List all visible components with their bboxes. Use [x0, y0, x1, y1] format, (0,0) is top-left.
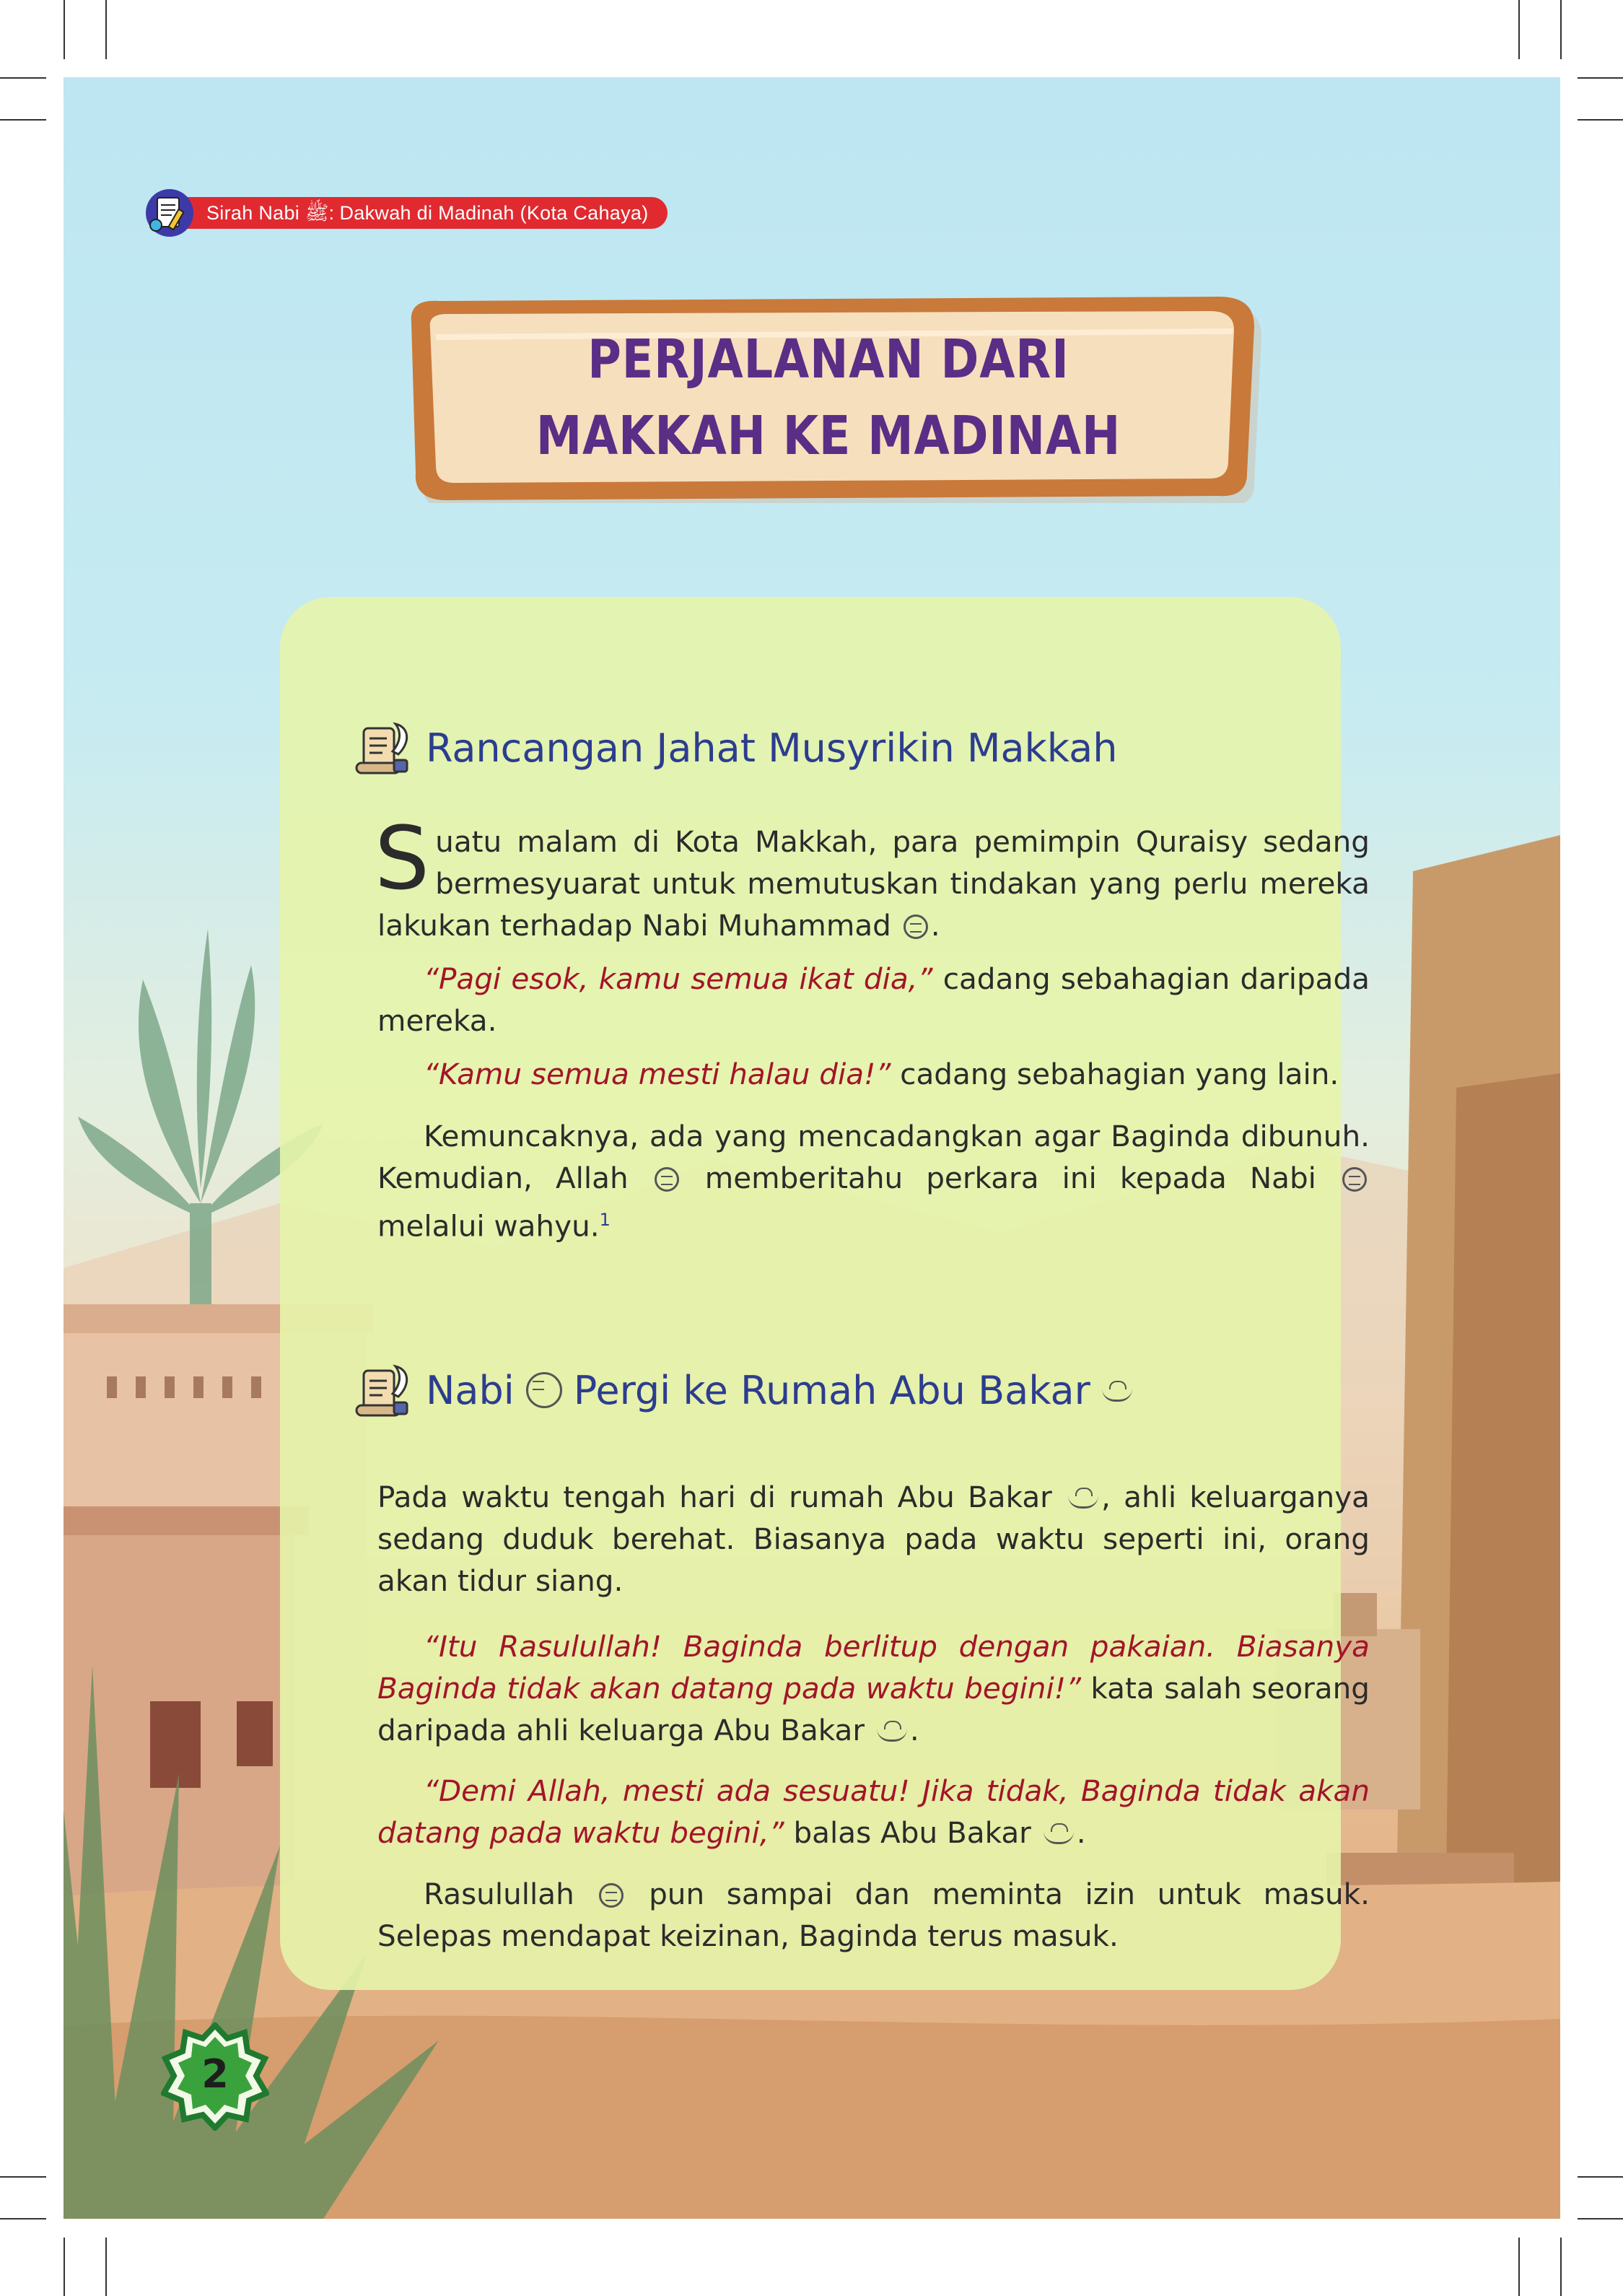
drop-cap: S — [375, 809, 430, 909]
quote-text: “Demi Allah, mesti ada sesuatu! Jika tidak, Baginda tidak akan datang pada waktu begini,” — [377, 1773, 1370, 1850]
title-board — [395, 294, 1261, 503]
page-title — [456, 321, 1201, 474]
paragraph-text: balas Abu Bakar — [784, 1815, 1031, 1850]
paragraph-text: pun sampai dan meminta izin untuk masuk. Selepas mendapat keizinan, Baginda terus masuk. — [377, 1877, 1370, 1953]
crop-mark — [1578, 77, 1623, 79]
paragraph-text: uatu malam di Kota Makkah, para pemimpin Quraisy sedang bermesyuarat untuk memutuskan tindakan yang perlu mereka lakukan terhadap Nabi Muhammad — [377, 824, 1370, 943]
paragraph-text: melalui wahyu. — [377, 1208, 600, 1244]
footnote-marker: 1 — [599, 1210, 611, 1230]
section-title: Rancangan Jahat Musyrikin Makkah — [426, 725, 1118, 771]
swt-glyph-icon — [655, 1167, 679, 1192]
paragraph — [377, 1053, 1370, 1095]
section-title: Pergi ke Rumah Abu Bakar — [573, 1367, 1090, 1413]
crop-mark — [64, 2238, 65, 2296]
paragraph — [377, 958, 1370, 1042]
crop-mark — [64, 0, 65, 59]
quote-text: “Itu Rasulullah! Baginda berlitup dengan pakaian. Biasanya Baginda tidak akan datang pada waktu begini!” — [377, 1629, 1370, 1706]
crop-mark — [1578, 2176, 1623, 2178]
crop-mark — [105, 0, 107, 59]
section-heading — [351, 720, 1117, 776]
paragraph-text: cadang sebahagian daripada mereka. — [377, 961, 1370, 1038]
crop-mark — [0, 2218, 46, 2219]
page-number: 2 — [201, 2051, 229, 2097]
content-box — [280, 597, 1370, 1990]
paragraph-text: memberitahu perkara ini kepada Nabi — [704, 1161, 1316, 1195]
quote-text: “Pagi esok, kamu semua ikat dia,” — [424, 961, 933, 996]
ra-glyph-icon — [877, 1719, 907, 1742]
header-label: Sirah Nabi ﷺ: Dakwah di Madinah (Kota Cahaya) — [185, 197, 668, 229]
crop-mark — [0, 77, 46, 79]
paragraph-text: Pada waktu tengah hari di rumah Abu Bakar — [377, 1480, 1052, 1514]
ra-glyph-icon — [1068, 1486, 1098, 1509]
crop-mark — [0, 2176, 46, 2178]
scroll-quill-icon — [351, 720, 413, 776]
paragraph-text: . — [909, 1713, 919, 1747]
header-tag — [144, 197, 668, 229]
pbuh-glyph-icon — [1342, 1167, 1367, 1192]
title-line-2: MAKKAH KE MADINAH — [535, 405, 1121, 467]
paragraph-text: cadang sebahagian yang lain. — [891, 1057, 1339, 1091]
crop-mark — [1560, 2238, 1562, 2296]
book-page — [64, 77, 1560, 2219]
section-heading — [351, 1362, 1135, 1418]
scroll-quill-icon — [351, 1362, 413, 1418]
notebook-pen-icon — [144, 188, 195, 238]
paragraph-text: kata salah seorang daripada ahli keluarga Abu Bakar — [377, 1671, 1370, 1747]
page-number-badge — [161, 2022, 269, 2131]
paragraph-text: . — [930, 908, 940, 943]
quote-text: “Kamu semua mesti halau dia!” — [424, 1057, 891, 1091]
pbuh-glyph-icon — [526, 1372, 562, 1408]
paragraph — [377, 1625, 1370, 1751]
paragraph-text: , ahli keluarganya sedang duduk berehat. Biasanya pada waktu seperti ini, orang akan tidur siang. — [377, 1480, 1370, 1598]
crop-mark — [1518, 2238, 1520, 2296]
crop-mark — [1578, 119, 1623, 121]
paragraph-text: . — [1076, 1815, 1086, 1850]
paragraph — [377, 1476, 1370, 1602]
crop-mark — [1578, 2218, 1623, 2219]
paragraph-text: Rasulullah — [424, 1877, 574, 1911]
crop-mark — [1560, 0, 1562, 59]
paragraph — [377, 1115, 1370, 1247]
ra-glyph-icon — [1044, 1822, 1074, 1844]
ra-glyph-icon — [1102, 1379, 1132, 1402]
paragraph — [377, 1770, 1370, 1854]
title-line-1: PERJALANAN DARI — [587, 328, 1069, 390]
paragraph-text: Kemuncaknya, ada yang mencadangkan agar Baginda dibunuh. Kemudian, Allah — [377, 1119, 1370, 1195]
pbuh-glyph-icon — [904, 915, 928, 939]
section-title: Nabi — [426, 1367, 515, 1413]
paragraph — [377, 1873, 1370, 1957]
pbuh-glyph-icon — [599, 1883, 624, 1908]
paragraph — [375, 809, 1370, 946]
crop-mark — [1518, 0, 1520, 59]
crop-mark — [105, 2238, 107, 2296]
crop-mark — [0, 119, 46, 121]
